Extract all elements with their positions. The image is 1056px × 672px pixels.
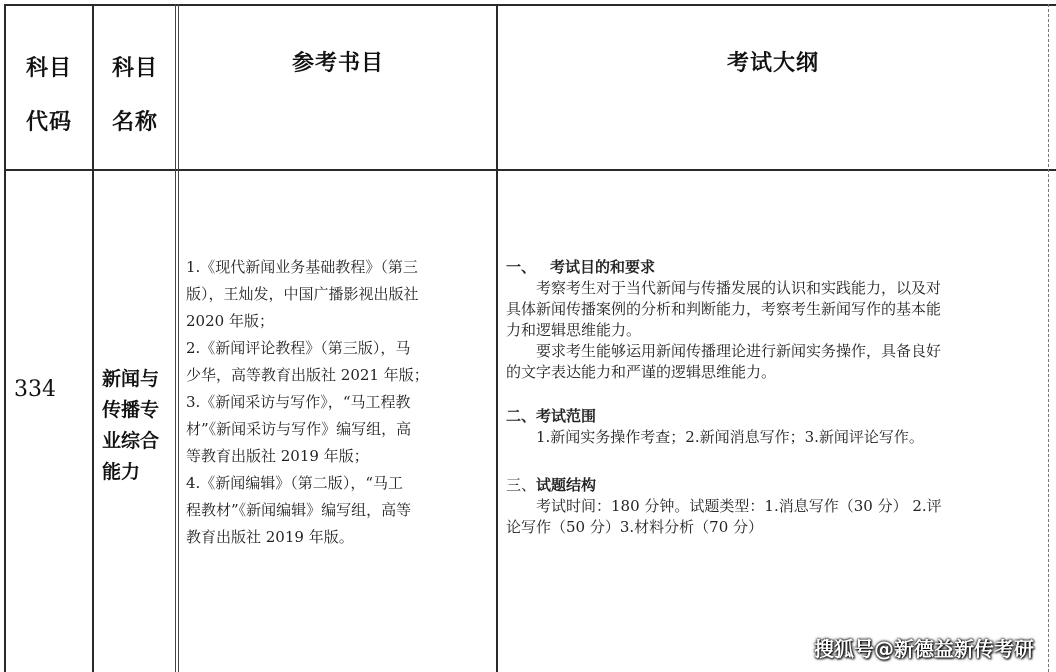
section-3-para-line1: 考试时间：180 分钟。试题类型：1.消息写作（30 分） 2.评 [536, 497, 942, 515]
section-1-number: 一、 [506, 258, 537, 276]
col-divider-2b [178, 4, 179, 672]
section-3-number: 三、 [506, 476, 537, 494]
section-3-title: 试题结构 [536, 476, 597, 494]
table-right-border [1048, 4, 1049, 672]
section-1-para1-line2: 具体新闻传播案例的分析和判断能力，考察考生新闻写作的基本能 [506, 300, 942, 318]
header-divider [4, 169, 1056, 171]
reference-books-list [186, 254, 492, 551]
section-1-para1-line3: 力和逻辑思维能力。 [506, 321, 642, 339]
subject-code: 334 [14, 377, 56, 402]
section-2-para: 1.新闻实务操作考查；2.新闻消息写作；3.新闻评论写作。 [536, 428, 924, 446]
section-3-para-line2: 论写作（50 分）3.材料分析（70 分） [506, 518, 764, 536]
header-exam-outline: 考试大纲 [726, 51, 819, 76]
section-2-heading [506, 406, 1044, 427]
book-line: 材”《新闻采访与写作》编写组，高 [186, 420, 412, 438]
subject-name-line4: 能力 [102, 461, 141, 483]
book-line: 4.《新闻编辑》（第二版），“马工 [186, 474, 403, 492]
section-2-number: 二、 [506, 407, 537, 425]
book-line: 等教育出版社 2019 年版； [186, 447, 369, 465]
section-2-title: 考试范围 [536, 407, 597, 425]
col-divider-3 [496, 4, 498, 672]
book-line: 少华，高等教育出版社 2021 年版； [186, 366, 429, 384]
book-line: 1.《现代新闻业务基础教程》（第三 [186, 258, 418, 276]
section-1-title: 考试目的和要求 [550, 258, 656, 276]
book-line: 3.《新闻采访与写作》，“马工程教 [186, 393, 411, 411]
subject-name-line3: 业综合 [102, 430, 160, 452]
header-subject-name [94, 42, 176, 150]
subject-name-line2: 传播专 [102, 399, 160, 421]
source-watermark: 搜狐号@新德益新传考研 [814, 637, 1034, 661]
subject-name [102, 364, 174, 488]
subject-name-line1: 新闻与 [102, 368, 160, 390]
book-line: 2.《新闻评论教程》（第三版），马 [186, 339, 411, 357]
header-subject-code-line2: 代码 [25, 110, 72, 135]
section-1-heading [506, 257, 1044, 278]
section-1-para2-line1: 要求考生能够运用新闻传播理论进行新闻实务操作，具备良好 [536, 342, 942, 360]
book-line: 2020 年版； [186, 312, 274, 330]
header-subject-code-line1: 科目 [25, 56, 72, 81]
book-line: 教育出版社 2019 年版。 [186, 528, 354, 546]
section-1-para1-line1: 考察考生对于当代新闻与传播发展的认识和实践能力，以及对 [536, 279, 942, 297]
header-subject-code [6, 42, 92, 150]
section-1-para2-line2: 的文字表达能力和严谨的逻辑思维能力。 [506, 363, 777, 381]
table-top-border [4, 4, 1056, 6]
header-subject-name-line2: 名称 [111, 110, 158, 135]
section-3-heading [506, 475, 1044, 496]
book-line: 程教材”《新闻编辑》编写组，高等 [186, 501, 412, 519]
exam-outline [506, 257, 1044, 538]
header-subject-name-line1: 科目 [111, 56, 158, 81]
header-reference-books: 参考书目 [291, 51, 384, 76]
book-line: 版），王灿发，中国广播影视出版社 [186, 285, 419, 303]
